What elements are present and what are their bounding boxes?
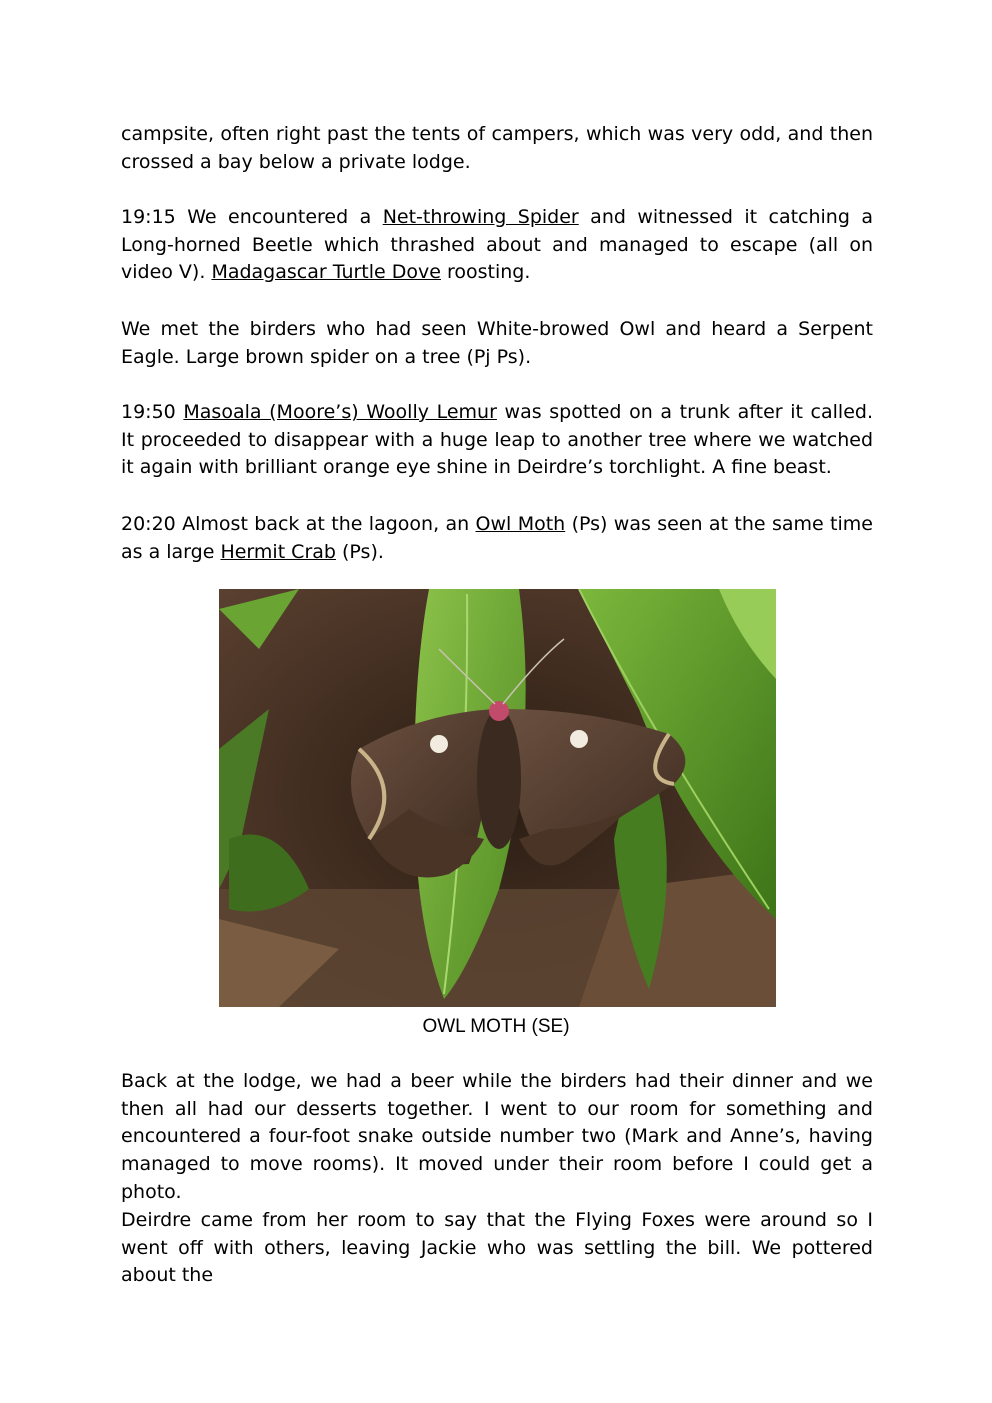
owl-moth-photo xyxy=(219,589,776,1007)
paragraph-text: (Ps). xyxy=(335,540,384,563)
paragraph-text: We met the birders who had seen White-browed Owl and heard a Serpent Eagle. Large brown spider on a tree (Pj Ps). xyxy=(121,318,873,368)
paragraph-text: was spotted on a trunk after it called. It proceeded to disappear with a huge leap to another tree where we watched it again with brilliant orange eye shine in Deirdre’s torchlight. A fine beast. xyxy=(121,401,873,479)
paragraph-1950 xyxy=(121,399,873,482)
species-link-woolly-lemur: Masoala (Moore’s) Woolly Lemur xyxy=(183,401,497,423)
paragraph-text: Almost back at the lagoon, an xyxy=(175,513,476,535)
species-link-turtle-dove: Madagascar Turtle Dove xyxy=(211,261,441,284)
paragraph-text: campsite, often right past the tents of campers, which was very odd, and then crossed a bay below a private lodge. xyxy=(121,123,873,173)
time-stamp: 20:20 xyxy=(121,513,176,535)
paragraph-text: Deirdre came from her room to say that the Flying Foxes were around so I went off with others, leaving Jackie who was settling the bill. We pottered about the xyxy=(121,1209,873,1287)
paragraph-text: roosting. xyxy=(440,261,531,284)
species-link-owl-moth: Owl Moth xyxy=(475,513,566,535)
paragraph-2020 xyxy=(121,511,873,566)
paragraph-lodge xyxy=(121,1068,873,1207)
time-stamp: 19:50 xyxy=(121,401,176,423)
paragraph-text: We encountered a xyxy=(175,206,383,228)
paragraph-text: Back at the lodge, we had a beer while the birders had their dinner and we then all had our desserts together. I went to our room for something and encountered a four-foot snake outside number two (Mark and Anne’s, having managed to move rooms). It moved under their room before I could get a photo. xyxy=(121,1070,873,1203)
time-stamp: 19:15 xyxy=(121,206,176,228)
paragraph-1915 xyxy=(121,204,873,287)
species-link-hermit-crab: Hermit Crab xyxy=(220,540,336,563)
paragraph-text: and witnessed it catching a Long-horned Beetle which thrashed about and managed to escape (all on video V). xyxy=(121,206,873,284)
photo-caption: OWL MOTH (SE) xyxy=(422,1016,570,1037)
paragraph-campsite xyxy=(121,121,873,176)
paragraph-birders xyxy=(121,316,873,371)
paragraph-flying-foxes xyxy=(121,1207,873,1290)
paragraph-text: (Ps) was seen at the same time as a large xyxy=(121,513,873,563)
species-link-net-throwing-spider: Net-throwing Spider xyxy=(382,206,579,228)
